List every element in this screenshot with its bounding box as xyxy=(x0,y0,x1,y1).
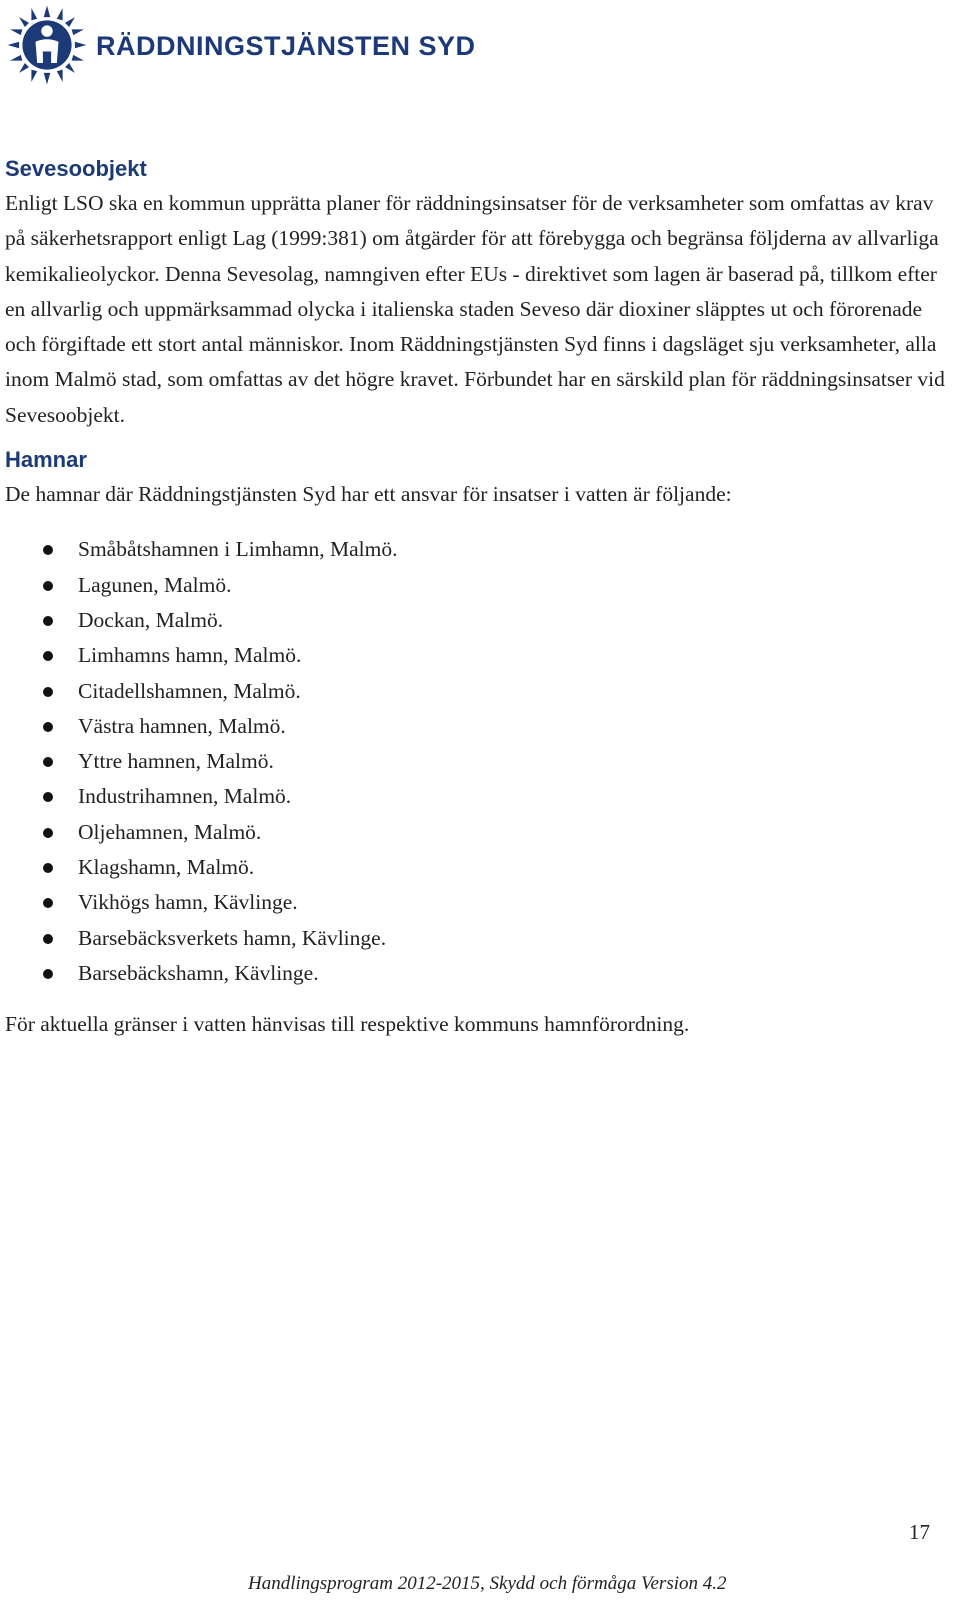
document-header-logo xyxy=(6,4,476,86)
page-content xyxy=(5,152,950,1043)
list-item: Barsebäckshamn, Kävlinge. xyxy=(5,956,950,991)
list-item: Oljehamnen, Malmö. xyxy=(5,815,950,850)
list-item: Barsebäcksverkets hamn, Kävlinge. xyxy=(5,921,950,956)
section-sevesoobjekt xyxy=(5,152,950,433)
section-heading: Hamnar xyxy=(5,447,87,473)
list-item: Citadellshamnen, Malmö. xyxy=(5,674,950,709)
section-hamnar xyxy=(5,443,950,1042)
bullet-icon xyxy=(43,863,53,873)
organization-name: RÄDDNINGSTJÄNSTEN SYD xyxy=(96,30,476,61)
page-footer: Handlingsprogram 2012-2015, Skydd och förmåga Version 4.2 xyxy=(248,1573,727,1594)
bullet-icon xyxy=(43,934,53,944)
section-intro: De hamnar där Räddningstjänsten Syd har ett ansvar för insatser i vatten är följande: xyxy=(5,482,732,507)
list-item: Industrihamnen, Malmö. xyxy=(5,779,950,814)
list-item: Limhamns hamn, Malmö. xyxy=(5,638,950,673)
bullet-icon xyxy=(43,616,53,626)
bullet-icon xyxy=(43,722,53,732)
bullet-icon xyxy=(43,757,53,767)
closing-paragraph: För aktuella gränser i vatten hänvisas till respektive kommuns hamnförordning. xyxy=(5,1012,690,1037)
bullet-icon xyxy=(43,828,53,838)
bullet-icon xyxy=(43,687,53,697)
list-item: Yttre hamnen, Malmö. xyxy=(5,744,950,779)
page-number: 17 xyxy=(909,1520,930,1544)
bullet-icon xyxy=(43,581,53,591)
section-heading: Sevesoobjekt xyxy=(5,156,147,181)
list-item: Dockan, Malmö. xyxy=(5,603,950,638)
list-item: Lagunen, Malmö. xyxy=(5,568,950,603)
bullet-icon xyxy=(43,651,53,661)
bullet-icon xyxy=(43,898,53,908)
list-item: Småbåtshamnen i Limhamn, Malmö. xyxy=(5,532,950,567)
bullet-icon xyxy=(43,545,53,555)
section-paragraph: Enligt LSO ska en kommun upprätta planer för räddningsinsatser för de verksamheter som omfattas av krav på säkerhetsrapport enligt Lag (1999:381) om åtgärder för att förebygga och begränsa följderna av allvarliga kemikalieolyckor. Denna Sevesolag, namngiven efter EUs - direktivet som lagen är baserad på, tillkom efter en allvarlig och uppmärksammad olycka i italienska staden Seveso där dioxiner släpptes ut och förorenade och förgiftade ett stort antal människor. Inom Räddningstjänsten Syd finns i dagsläget sju verksamheter, alla inom Malmö stad, som omfattas av det högre kravet. Förbundet har en särskild plan för räddningsinsatser vid Sevesoobjekt. xyxy=(5,191,945,427)
bullet-icon xyxy=(43,792,53,802)
harbor-list xyxy=(5,532,950,991)
fire-rescue-emblem-icon xyxy=(6,4,88,86)
bullet-icon xyxy=(43,969,53,979)
list-item: Klagshamn, Malmö. xyxy=(5,850,950,885)
list-item: Västra hamnen, Malmö. xyxy=(5,709,950,744)
list-item: Vikhögs hamn, Kävlinge. xyxy=(5,885,950,920)
